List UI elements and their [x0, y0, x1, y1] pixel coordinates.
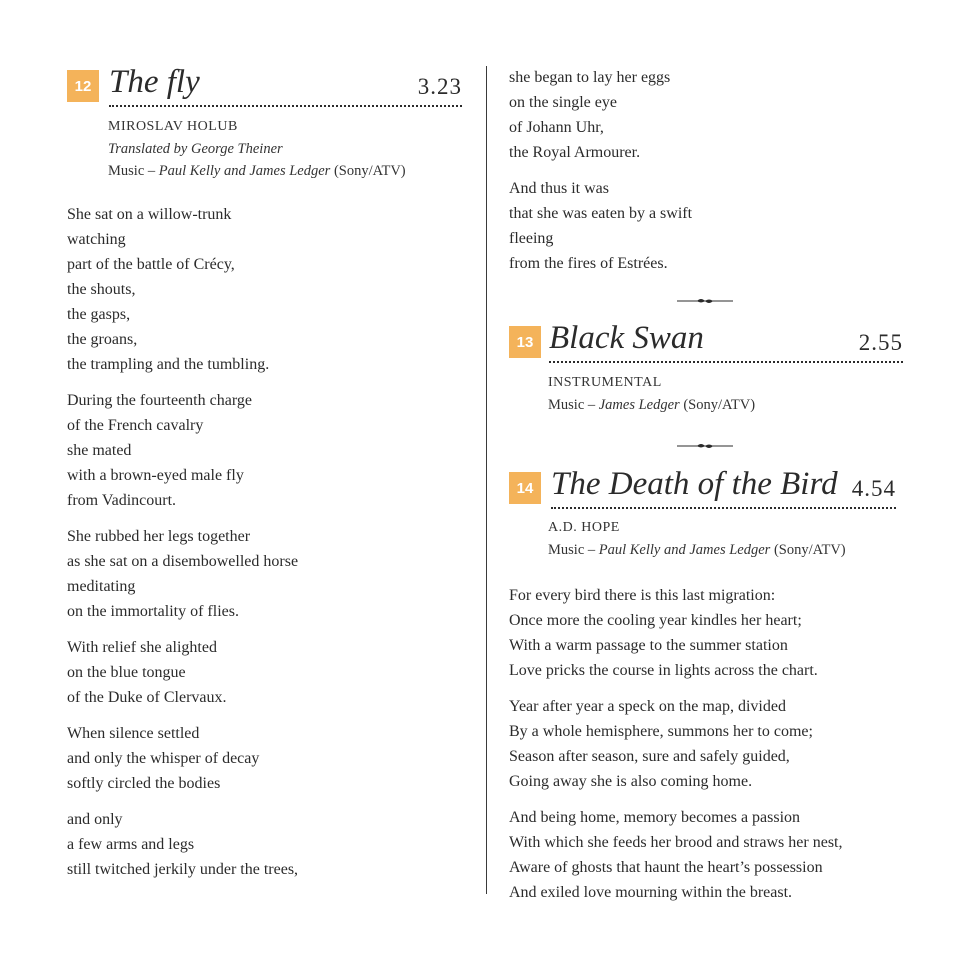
poem-line: as she sat on a disembowelled horse	[67, 553, 299, 570]
poem-line: She rubbed her legs together	[67, 528, 251, 545]
author-name: INSTRUMENTAL	[548, 375, 662, 390]
author-name: A.D. HOPE	[548, 520, 620, 535]
poem-line: And being home, memory becomes a passion	[509, 809, 801, 826]
track-13-header	[509, 320, 903, 366]
poem-stanza	[509, 805, 949, 905]
poem-line: on the immortality of flies.	[67, 603, 239, 620]
poem-line: the Royal Armourer.	[509, 144, 641, 161]
poem-line: and only the whisper of decay	[67, 750, 260, 767]
poem-line: of Johann Uhr,	[509, 119, 604, 136]
poem-line: of the French cavalry	[67, 417, 204, 434]
poem-line: a few arms and legs	[67, 836, 195, 853]
poem-line: meditating	[67, 578, 136, 595]
poem-stanza	[509, 65, 929, 165]
poem-stanza	[67, 721, 472, 796]
title-dotted-rule	[551, 507, 896, 509]
poem-stanza	[509, 583, 949, 683]
poem-line: And thus it was	[509, 180, 609, 197]
poem-stanza	[67, 388, 472, 513]
poem-line: the trampling and the tumbling.	[67, 356, 270, 373]
poem-stanza	[67, 524, 472, 624]
poem-line: By a whole hemisphere, summons her to come;	[509, 723, 813, 740]
track-12-credits	[108, 116, 406, 182]
poem-line: Going away she is also coming home.	[509, 773, 753, 790]
track-number-badge: 12	[67, 70, 99, 102]
poem-line: the shouts,	[67, 281, 136, 298]
poem-stanza	[67, 635, 472, 710]
poem-line: And exiled love mourning within the breast.	[509, 884, 793, 901]
poem-stanza	[67, 807, 472, 882]
poem-line: Year after year a speck on the map, divided	[509, 698, 786, 715]
music-credit: Music – James Ledger (Sony/ATV)	[548, 397, 756, 413]
poem-line: on the single eye	[509, 94, 617, 111]
poem-line: still twitched jerkily under the trees,	[67, 861, 299, 878]
poem-line: that she was eaten by a swift	[509, 205, 693, 222]
music-credit: Music – Paul Kelly and James Ledger (Sony/ATV)	[108, 163, 406, 179]
poem-line: With a warm passage to the summer station	[509, 637, 788, 654]
poem-line: part of the battle of Crécy,	[67, 256, 235, 273]
poem-line: of the Duke of Clervaux.	[67, 689, 227, 706]
poem-fly-right-column	[509, 65, 929, 287]
track-number-badge: 13	[509, 326, 541, 358]
title-dotted-rule	[549, 361, 903, 363]
translator-credit: Translated by George Theiner	[108, 141, 283, 157]
track-13-credits	[548, 372, 755, 416]
poem-line: she mated	[67, 442, 132, 459]
poem-line: When silence settled	[67, 725, 200, 742]
poem-stanza	[509, 176, 929, 276]
track-12-header	[67, 64, 462, 110]
flourish-divider-icon	[677, 441, 733, 451]
track-duration: 4.54	[851, 476, 896, 501]
track-14-header	[509, 466, 896, 512]
poem-line: Season after season, sure and safely guided,	[509, 748, 790, 765]
poem-line: from the fires of Estrées.	[509, 255, 668, 272]
track-duration: 3.23	[417, 74, 462, 99]
poem-line: For every bird there is this last migration:	[509, 587, 776, 604]
title-dotted-rule	[109, 105, 462, 107]
music-credit: Music – Paul Kelly and James Ledger (Sony/ATV)	[548, 542, 846, 558]
column-divider	[486, 66, 487, 894]
poem-line: the groans,	[67, 331, 138, 348]
poem-line: fleeing	[509, 230, 554, 247]
poem-line: With relief she alighted	[67, 639, 217, 656]
track-14-credits	[548, 517, 846, 561]
poem-stanza	[509, 694, 949, 794]
track-duration: 2.55	[858, 330, 903, 355]
poem-line: Aware of ghosts that haunt the heart’s possession	[509, 859, 823, 876]
track-title: The Death of the Bird	[551, 466, 838, 502]
poem-stanza	[67, 202, 472, 377]
poem-line: with a brown-eyed male fly	[67, 467, 244, 484]
author-name: MIROSLAV HOLUB	[108, 119, 238, 134]
flourish-divider-icon	[677, 296, 733, 306]
track-title: Black Swan	[549, 320, 704, 356]
poem-fly-left-column	[67, 202, 472, 893]
poem-line: She sat on a willow-trunk	[67, 206, 232, 223]
poem-line: the gasps,	[67, 306, 131, 323]
poem-line: During the fourteenth charge	[67, 392, 252, 409]
poem-bird-column	[509, 583, 949, 916]
poem-line: she began to lay her eggs	[509, 69, 671, 86]
poem-line: Love pricks the course in lights across the chart.	[509, 662, 818, 679]
track-number-badge: 14	[509, 472, 541, 504]
poem-line: on the blue tongue	[67, 664, 186, 681]
poem-line: and only	[67, 811, 123, 828]
poem-line: Once more the cooling year kindles her heart;	[509, 612, 802, 629]
poem-line: softly circled the bodies	[67, 775, 221, 792]
poem-line: from Vadincourt.	[67, 492, 177, 509]
poem-line: watching	[67, 231, 126, 248]
poem-line: With which she feeds her brood and straws her nest,	[509, 834, 843, 851]
track-title: The fly	[109, 64, 200, 100]
